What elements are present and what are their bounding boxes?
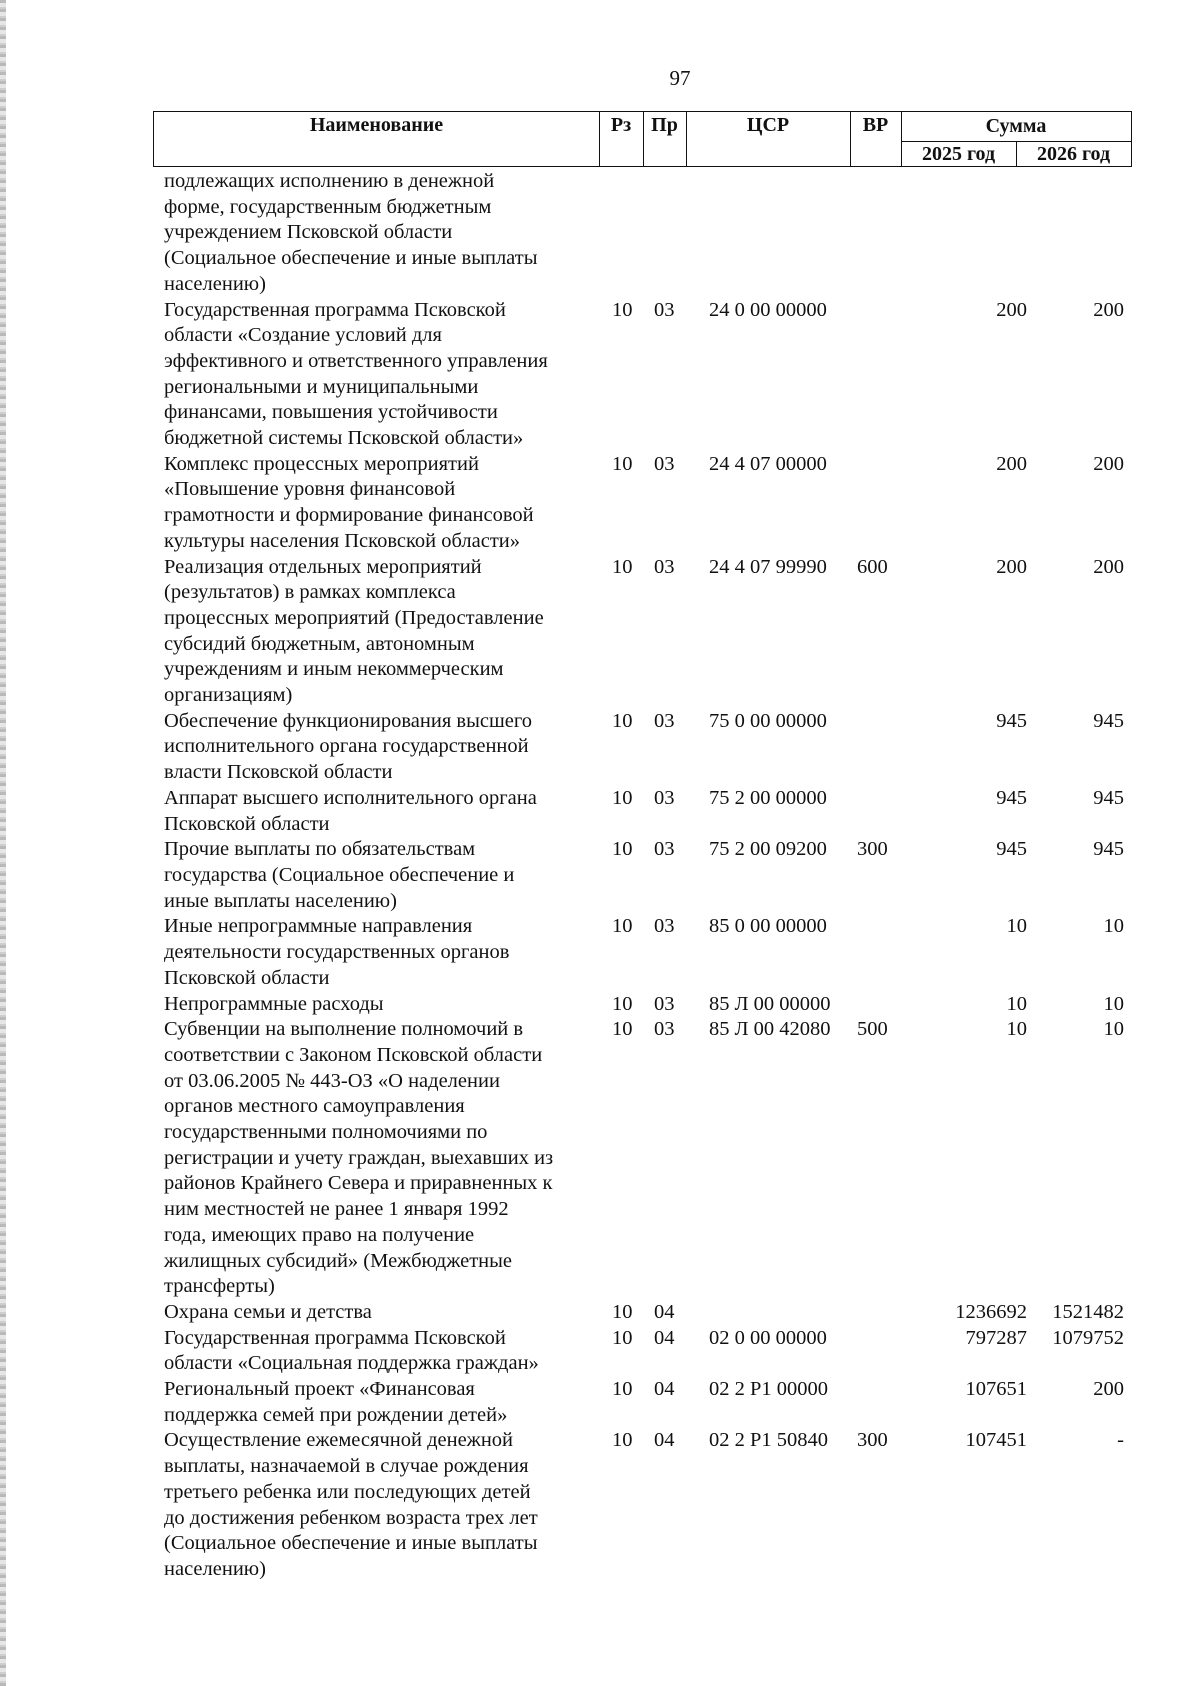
header-name: Наименование (309, 114, 444, 136)
cell-name-line: Осуществление ежемесячной денежной (164, 1429, 514, 1452)
header-sum: Сумма (985, 115, 1047, 137)
cell-name (164, 1428, 587, 1582)
cell-name-line: исполнительного органа государственной (164, 735, 529, 758)
cell-sum-2026: 945 (1093, 786, 1124, 809)
scan-edge (0, 0, 6, 1686)
cell-name-line: Региональный проект «Финансовая (164, 1378, 475, 1401)
cell-name-line: организациям) (164, 684, 293, 707)
cell-name-line: Непрограммные расходы (164, 992, 384, 1015)
cell-rz: 10 (612, 1378, 633, 1401)
cell-sum-2026: 200 (1093, 1378, 1124, 1401)
cell-rz (587, 169, 652, 298)
cell-name-line: финансами, повышения устойчивости (164, 401, 498, 424)
cell-name-line: до достижения ребенком возраста трех лет (164, 1506, 538, 1529)
cell-vr (857, 169, 929, 298)
table-row (164, 914, 1124, 991)
cell-name-line: Охрана семьи и детства (164, 1300, 372, 1323)
cell-csr: 85 0 00 00000 (709, 915, 827, 938)
cell-sum-2026: 200 (1093, 298, 1124, 321)
table-header (153, 111, 1132, 167)
cell-pr: 03 (654, 838, 675, 861)
cell-name (164, 1300, 587, 1326)
cell-name-line: поддержка семей при рождении детей» (164, 1403, 508, 1426)
cell-name-line: грамотности и формирование финансовой (164, 504, 534, 527)
table-row (164, 1428, 1124, 1582)
cell-vr (857, 786, 929, 837)
cell-csr: 85 Л 00 00000 (709, 992, 831, 1015)
cell-name-line: (Социальное обеспечение и иные выплаты (164, 1532, 538, 1555)
cell-name-line: учреждениям и иным некоммерческим (164, 658, 504, 681)
cell-name-line: Реализация отдельных мероприятий (164, 555, 482, 578)
cell-csr (709, 169, 857, 298)
cell-sum-2026: 945 (1093, 838, 1124, 861)
cell-name-line: органов местного самоуправления (164, 1095, 465, 1118)
cell-sum-2026: 1079752 (1052, 1326, 1124, 1349)
cell-name-line: регистрации и учету граждан, выехавших из (164, 1146, 554, 1169)
cell-name-line: культуры населения Псковской области» (164, 529, 521, 552)
cell-rz: 10 (612, 709, 633, 732)
cell-name (164, 709, 587, 786)
cell-vr: 300 (857, 1429, 888, 1452)
header-vr: ВР (862, 114, 889, 136)
cell-csr: 24 0 00 00000 (709, 298, 827, 321)
cell-sum-2026: - (1117, 1429, 1124, 1452)
table-row (164, 1300, 1124, 1326)
cell-name (164, 1017, 587, 1300)
cell-pr: 03 (654, 452, 675, 475)
cell-name-line: (результатов) в рамках комплекса (164, 581, 456, 604)
cell-pr: 04 (654, 1378, 675, 1401)
cell-sum-2026: 10 (1103, 915, 1124, 938)
cell-vr (857, 298, 929, 452)
cell-rz: 10 (612, 298, 633, 321)
cell-pr: 03 (654, 786, 675, 809)
cell-rz: 10 (612, 1300, 633, 1323)
table-row (164, 452, 1124, 555)
cell-rz: 10 (612, 992, 633, 1015)
table-body (164, 169, 1124, 1583)
cell-name-line: Псковской области (164, 812, 330, 835)
cell-name-line: субсидий бюджетным, автономным (164, 632, 475, 655)
cell-name-line: населению) (164, 1557, 266, 1580)
cell-name-line: выплаты, назначаемой в случае рождения (164, 1455, 529, 1478)
cell-csr: 24 4 07 00000 (709, 452, 827, 475)
cell-pr: 03 (654, 709, 675, 732)
cell-name-line: Комплекс процессных мероприятий (164, 452, 479, 475)
cell-vr: 500 (857, 1018, 888, 1041)
table-row (164, 1377, 1124, 1428)
cell-sum-2026: 200 (1093, 555, 1124, 578)
cell-name (164, 298, 587, 452)
header-pr: Пр (651, 114, 678, 136)
cell-name-line: населению) (164, 272, 266, 295)
cell-name (164, 555, 587, 709)
cell-name-line: трансферты) (164, 1275, 275, 1298)
cell-name-line: Государственная программа Псковской (164, 1326, 506, 1349)
table-row (164, 298, 1124, 452)
cell-name-line: Псковской области (164, 966, 330, 989)
cell-rz: 10 (612, 555, 633, 578)
cell-name (164, 786, 587, 837)
cell-rz: 10 (612, 452, 633, 475)
cell-sum-2026: 200 (1093, 452, 1124, 475)
cell-pr: 03 (654, 1018, 675, 1041)
cell-name (164, 992, 587, 1018)
cell-name (164, 1377, 587, 1428)
header-year-2025: 2025 год (921, 143, 996, 165)
table-row (164, 786, 1124, 837)
cell-name-line: государства (Социальное обеспечение и (164, 863, 515, 886)
table-row (164, 169, 1124, 298)
cell-sum-2026 (1027, 169, 1124, 298)
cell-name-line: области «Создание условий для (164, 324, 442, 347)
cell-sum-2026: 1521482 (1052, 1300, 1124, 1323)
cell-vr (857, 914, 929, 991)
cell-name-line: «Повышение уровня финансовой (164, 478, 456, 501)
cell-vr (857, 992, 929, 1018)
cell-name (164, 837, 587, 914)
cell-sum-2025: 200 (996, 555, 1027, 578)
cell-pr: 03 (654, 555, 675, 578)
cell-pr: 03 (654, 915, 675, 938)
cell-sum-2026: 10 (1103, 1018, 1124, 1041)
cell-name-line: Обеспечение функционирования высшего (164, 709, 532, 732)
cell-name-line: Государственная программа Псковской (164, 298, 506, 321)
cell-csr: 02 2 Р1 50840 (709, 1429, 829, 1452)
cell-sum-2026: 10 (1103, 992, 1124, 1015)
page-number: 97 (669, 66, 691, 90)
cell-pr: 04 (654, 1326, 675, 1349)
cell-name-line: ним местностей не ранее 1 января 1992 (164, 1198, 509, 1221)
cell-name-line: (Социальное обеспечение и иные выплаты (164, 247, 538, 270)
table-row (164, 992, 1124, 1018)
cell-sum-2025: 107451 (965, 1429, 1027, 1452)
cell-sum-2025: 945 (996, 786, 1027, 809)
cell-name-line: власти Псковской области (164, 761, 393, 784)
cell-name-line: от 03.06.2005 № 443-ОЗ «О наделении (164, 1069, 500, 1092)
cell-vr: 300 (857, 838, 888, 861)
cell-sum-2025 (929, 169, 1027, 298)
cell-sum-2025: 1236692 (955, 1300, 1027, 1323)
cell-name-line: жилищных субсидий» (Межбюджетные (164, 1249, 512, 1272)
cell-sum-2025: 10 (1006, 915, 1027, 938)
cell-name-line: Аппарат высшего исполнительного органа (164, 786, 537, 809)
header-rz: Рз (610, 114, 632, 136)
cell-name-line: Прочие выплаты по обязательствам (164, 838, 476, 861)
cell-name-line: Иные непрограммные направления (164, 915, 473, 938)
cell-name-line: государственными полномочиями по (164, 1121, 488, 1144)
cell-name-line: Субвенции на выполнение полномочий в (164, 1018, 524, 1041)
cell-name-line: учреждением Псковской области (164, 221, 453, 244)
cell-sum-2026: 945 (1093, 709, 1124, 732)
cell-sum-2025: 200 (996, 452, 1027, 475)
cell-sum-2025: 107651 (965, 1378, 1027, 1401)
cell-name-line: региональными и муниципальными (164, 375, 479, 398)
cell-csr (709, 1300, 857, 1326)
cell-pr: 03 (654, 298, 675, 321)
cell-name-line: процессных мероприятий (Предоставление (164, 606, 544, 629)
header-year-2026: 2026 год (1036, 143, 1111, 165)
cell-pr: 04 (654, 1300, 675, 1323)
cell-rz: 10 (612, 915, 633, 938)
cell-pr (652, 169, 709, 298)
cell-csr: 75 2 00 09200 (709, 838, 827, 861)
cell-vr (857, 452, 929, 555)
cell-name-line: иные выплаты населению) (164, 889, 397, 912)
cell-rz: 10 (612, 1326, 633, 1349)
cell-sum-2025: 10 (1006, 1018, 1027, 1041)
cell-vr (857, 709, 929, 786)
cell-vr (857, 1326, 929, 1377)
cell-rz: 10 (612, 838, 633, 861)
cell-name-line: соответствии с Законом Псковской области (164, 1043, 543, 1066)
table-row (164, 555, 1124, 709)
cell-sum-2025: 797287 (965, 1326, 1027, 1349)
cell-name-line: деятельности государственных органов (164, 941, 510, 964)
cell-vr: 600 (857, 555, 888, 578)
cell-vr (857, 1377, 929, 1428)
cell-name (164, 452, 587, 555)
cell-sum-2025: 945 (996, 838, 1027, 861)
cell-csr: 75 2 00 00000 (709, 786, 827, 809)
cell-rz: 10 (612, 1429, 633, 1452)
header-csr: ЦСР (746, 114, 790, 136)
cell-csr: 75 0 00 00000 (709, 709, 827, 732)
cell-name-line: районов Крайнего Севера и приравненных к (164, 1172, 553, 1195)
table-row (164, 1326, 1124, 1377)
cell-name (164, 914, 587, 991)
cell-name-line: года, имеющих право на получение (164, 1223, 475, 1246)
cell-pr: 03 (654, 992, 675, 1015)
cell-name-line: бюджетной системы Псковской области» (164, 427, 524, 450)
table-row (164, 837, 1124, 914)
cell-name-line: подлежащих исполнению в денежной (164, 170, 495, 192)
table-row (164, 709, 1124, 786)
cell-rz: 10 (612, 1018, 633, 1041)
cell-sum-2025: 200 (996, 298, 1027, 321)
cell-csr: 85 Л 00 42080 (709, 1018, 831, 1041)
cell-pr: 04 (654, 1429, 675, 1452)
cell-name-line: третьего ребенка или последующих детей (164, 1480, 531, 1503)
cell-name-line: эффективного и ответственного управления (164, 349, 548, 372)
cell-csr: 24 4 07 99990 (709, 555, 827, 578)
cell-name-line: форме, государственным бюджетным (164, 195, 492, 218)
cell-name (164, 1326, 587, 1377)
cell-name (164, 169, 587, 298)
cell-name-line: области «Социальная поддержка граждан» (164, 1352, 539, 1375)
table-row (164, 1017, 1124, 1300)
cell-sum-2025: 945 (996, 709, 1027, 732)
cell-sum-2025: 10 (1006, 992, 1027, 1015)
cell-rz: 10 (612, 786, 633, 809)
cell-csr: 02 2 Р1 00000 (709, 1378, 829, 1401)
cell-vr (857, 1300, 929, 1326)
cell-csr: 02 0 00 00000 (709, 1326, 827, 1349)
